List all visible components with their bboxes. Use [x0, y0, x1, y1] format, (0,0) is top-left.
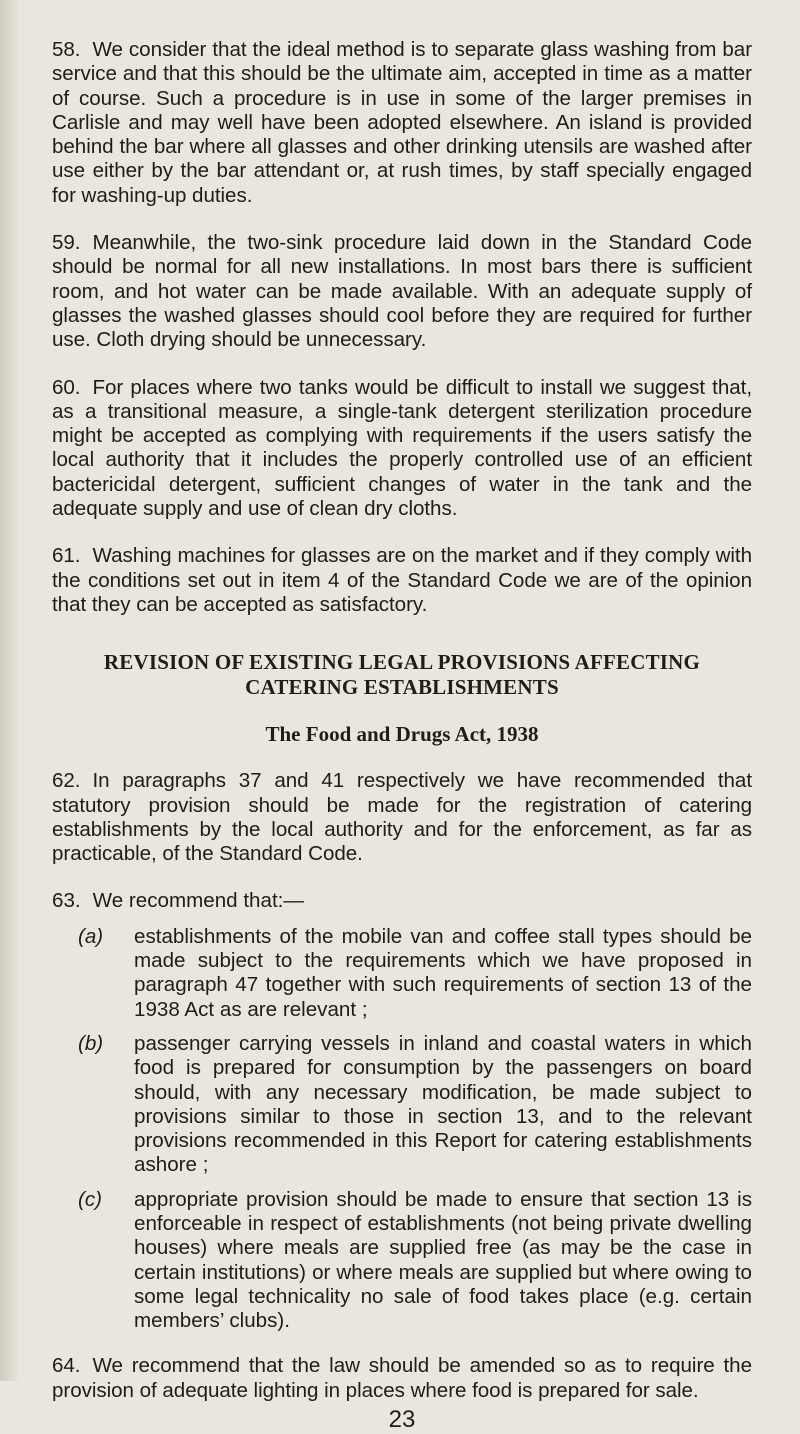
paragraph-text: We consider that the ideal method is to separate glass washing from bar service and that this should be the ultimate aim, accepted in time as a matter of course. Such a procedure is in use in some of the larger premises in Carlisle and may well have been adopted elsewhere. An island is provided behind the bar where all glasses and other drinking utensils are washed after use either by the bar attendant or, at rush times, by staff specially engaged for washing-up duties.: [52, 38, 752, 207]
paragraph-64: [52, 1354, 752, 1403]
paragraph-number: 62.: [52, 769, 81, 793]
paragraph-58: [52, 38, 752, 208]
paragraph-intro: We recommend that:—: [92, 889, 304, 913]
paragraph-60: [52, 376, 752, 522]
list-item: [52, 925, 752, 1022]
list-item-text: appropriate provision should be made to ensure that section 13 is enforceable in respect of establishments (not being private dwelling houses) where meals are supplied free (as may be the case in certain institutions) or where meals are supplied but where owing to some legal technicality no sale of food takes place (e.g. certain members’ clubs).: [134, 1187, 752, 1333]
paragraph-text: We recommend that the law should be amended so as to require the provision of adequate lighting in places where food is prepared for sale.: [52, 1354, 752, 1402]
paragraph-number: 60.: [52, 375, 81, 399]
paragraph-number: 64.: [52, 1354, 81, 1378]
paragraph-text: Meanwhile, the two-sink procedure laid down in the Standard Code should be normal for all new installations. In most bars there is sufficient room, and hot water can be made available. With an adequate supply of glasses the washed glasses should cool before they are required for further use. Cloth drying should be unnecessary.: [52, 231, 752, 352]
section-subheading: The Food and Drugs Act, 1938: [265, 722, 539, 747]
paragraph-number: 61.: [52, 544, 81, 568]
list-item-label: (a): [78, 924, 104, 948]
paragraph-number: 59.: [52, 231, 81, 255]
page-shadow-edge: [0, 0, 20, 1381]
list-item: [52, 1188, 752, 1334]
list-item-text: establishments of the mobile van and coffee stall types should be made subject to the requirements which we have proposed in paragraph 47 together with such requirements of section 13 of the 1938 Act as are relevant ;: [134, 924, 752, 1021]
paragraph-63: [52, 889, 752, 913]
paragraph-text: For places where two tanks would be difficult to install we suggest that, as a transitional measure, a single-tank detergent sterilization procedure might be accepted as complying with requirements if the users satisfy the local authority that it includes the properly controlled use of an efficient bactericidal detergent, sufficient changes of water in the tank and the adequate supply and use of clean dry cloths.: [52, 375, 752, 521]
paragraph-61: [52, 544, 752, 617]
paragraph-text: Washing machines for glasses are on the market and if they comply with the conditions set out in item 4 of the Standard Code we are of the opinion that they can be accepted as satisfactory.: [52, 544, 752, 616]
section-heading-line-2: CATERING ESTABLISHMENTS: [245, 675, 559, 700]
paragraph-number: 58.: [52, 38, 81, 61]
paragraph-text: In paragraphs 37 and 41 respectively we have recommended that statutory provision should be made for the registration of catering establishments by the local authority and for the enforcement, as far as practicable, of the Standard Code.: [52, 769, 752, 866]
section-heading-line-1: REVISION OF EXISTING LEGAL PROVISIONS AFFECTING: [103, 650, 701, 675]
recommendation-list: [52, 925, 752, 1334]
list-item-label: (b): [78, 1031, 104, 1055]
list-item-text: passenger carrying vessels in inland and coastal waters in which food is prepared for consumption by the passengers on board should, with any necessary modification, be made subject to provisions similar to those in section 13, and to the relevant provisions recommended in this Report for catering establishments ashore ;: [134, 1031, 752, 1177]
paragraph-62: [52, 769, 752, 866]
paragraph-number: 63.: [52, 889, 81, 913]
document-page: [52, 38, 752, 1434]
list-item-label: (c): [78, 1187, 103, 1211]
paragraph-59: [52, 231, 752, 352]
list-item: [52, 1032, 752, 1178]
section-heading: [52, 650, 752, 700]
page-number: 23: [388, 1406, 416, 1434]
